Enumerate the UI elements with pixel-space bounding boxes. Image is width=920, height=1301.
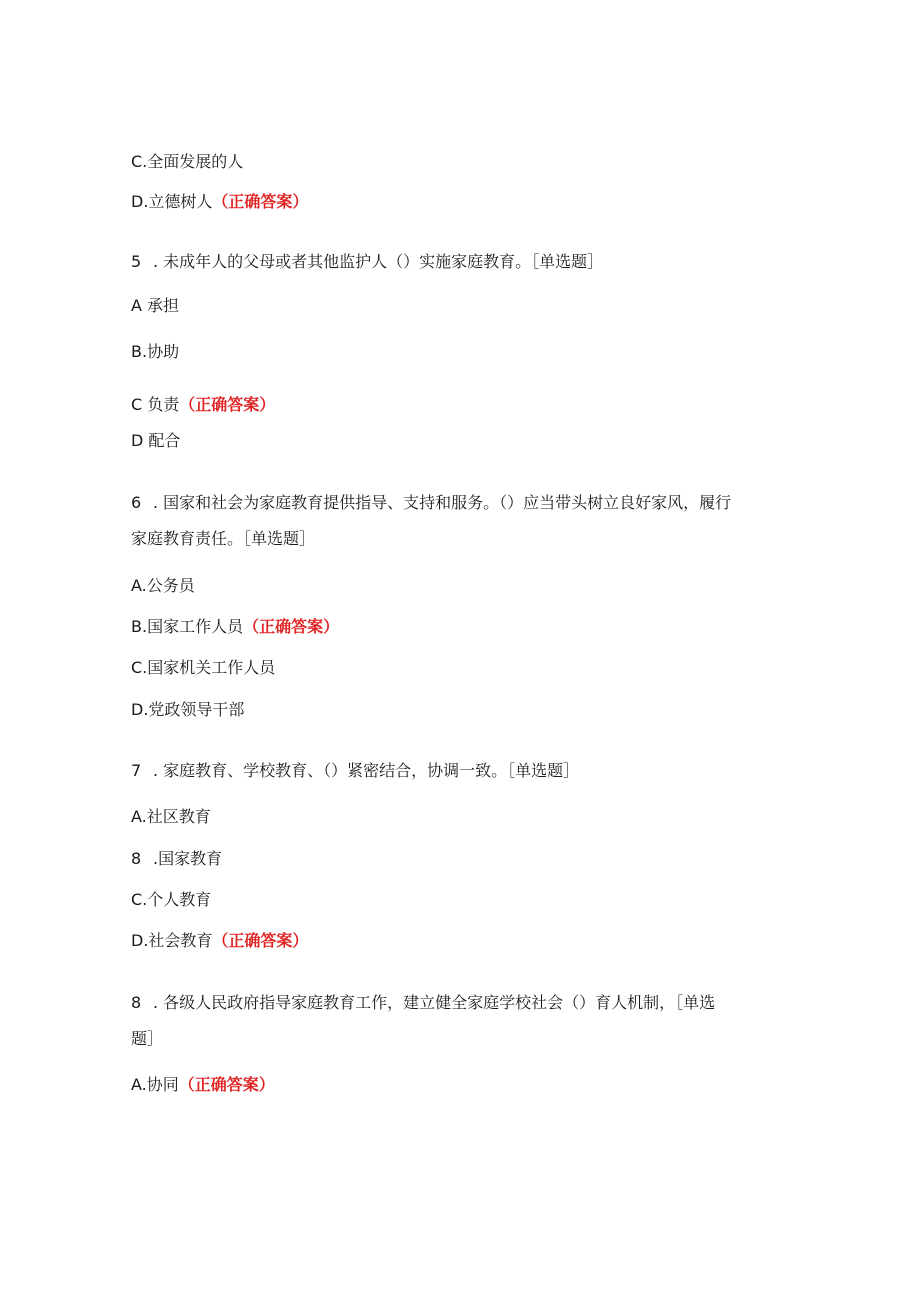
question-number: 5 bbox=[131, 252, 142, 271]
option-a bbox=[131, 807, 211, 827]
option-text: B.协助 bbox=[131, 342, 180, 361]
option-a bbox=[131, 296, 179, 316]
option-text: C.全面发展的人 bbox=[131, 152, 244, 171]
question-text: . 家庭教育、学校教育、（）紧密结合，协调一致。［单选题］ bbox=[153, 761, 580, 780]
option-text: C.国家机关工作人员 bbox=[131, 658, 276, 677]
option-a bbox=[131, 576, 195, 596]
option-text: D.立德树人 bbox=[131, 192, 213, 211]
line-d-lide-shuren bbox=[131, 192, 308, 212]
question-number: 8 bbox=[131, 993, 142, 1012]
option-c bbox=[131, 890, 211, 910]
option-text: B.国家工作人员 bbox=[131, 617, 244, 636]
correct-answer-mark: （正确答案） bbox=[178, 1075, 275, 1094]
option-b bbox=[131, 342, 179, 362]
question-8 bbox=[131, 993, 715, 1013]
question-5 bbox=[131, 252, 603, 272]
option-text: A.协同 bbox=[131, 1075, 179, 1094]
option-number: 8 bbox=[131, 849, 142, 868]
option-text: D.党政领导干部 bbox=[131, 700, 245, 719]
correct-answer-mark: （正确答案） bbox=[212, 192, 309, 211]
question-6 bbox=[131, 493, 731, 513]
option-text: .国家教育 bbox=[153, 849, 223, 868]
question-text: 题］ bbox=[131, 1029, 164, 1048]
question-text: . 国家和社会为家庭教育提供指导、支持和服务。（）应当带头树立良好家风，履行 bbox=[153, 493, 732, 512]
option-text: D 配合 bbox=[131, 431, 181, 450]
option-c bbox=[131, 658, 275, 678]
option-b bbox=[131, 617, 339, 637]
option-text: C 负责 bbox=[131, 395, 180, 414]
option-d bbox=[131, 931, 308, 951]
option-text: C.个人教育 bbox=[131, 890, 212, 909]
option-d bbox=[131, 431, 180, 451]
option-text: A.公务员 bbox=[131, 576, 195, 595]
option-text: D.社会教育 bbox=[131, 931, 213, 950]
option-c bbox=[131, 395, 275, 415]
question-text: . 未成年人的父母或者其他监护人（）实施家庭教育。［单选题］ bbox=[153, 252, 604, 271]
correct-answer-mark: （正确答案） bbox=[212, 931, 309, 950]
question-number: 7 bbox=[131, 761, 142, 780]
question-number: 6 bbox=[131, 493, 142, 512]
option-a bbox=[131, 1075, 275, 1095]
option-b bbox=[131, 849, 222, 869]
correct-answer-mark: （正确答案） bbox=[179, 395, 276, 414]
option-d bbox=[131, 700, 244, 720]
correct-answer-mark: （正确答案） bbox=[243, 617, 340, 636]
question-7 bbox=[131, 761, 579, 781]
question-text: . 各级人民政府指导家庭教育工作，建立健全家庭学校社会（）育人机制，［单选 bbox=[153, 993, 716, 1012]
question-text: 家庭教育责任。［单选题］ bbox=[131, 529, 316, 548]
option-text: A 承担 bbox=[131, 296, 180, 315]
option-text: A.社区教育 bbox=[131, 807, 211, 826]
line-c-full-development bbox=[131, 152, 243, 172]
question-6-continued bbox=[131, 529, 315, 549]
question-8-continued bbox=[131, 1029, 163, 1049]
